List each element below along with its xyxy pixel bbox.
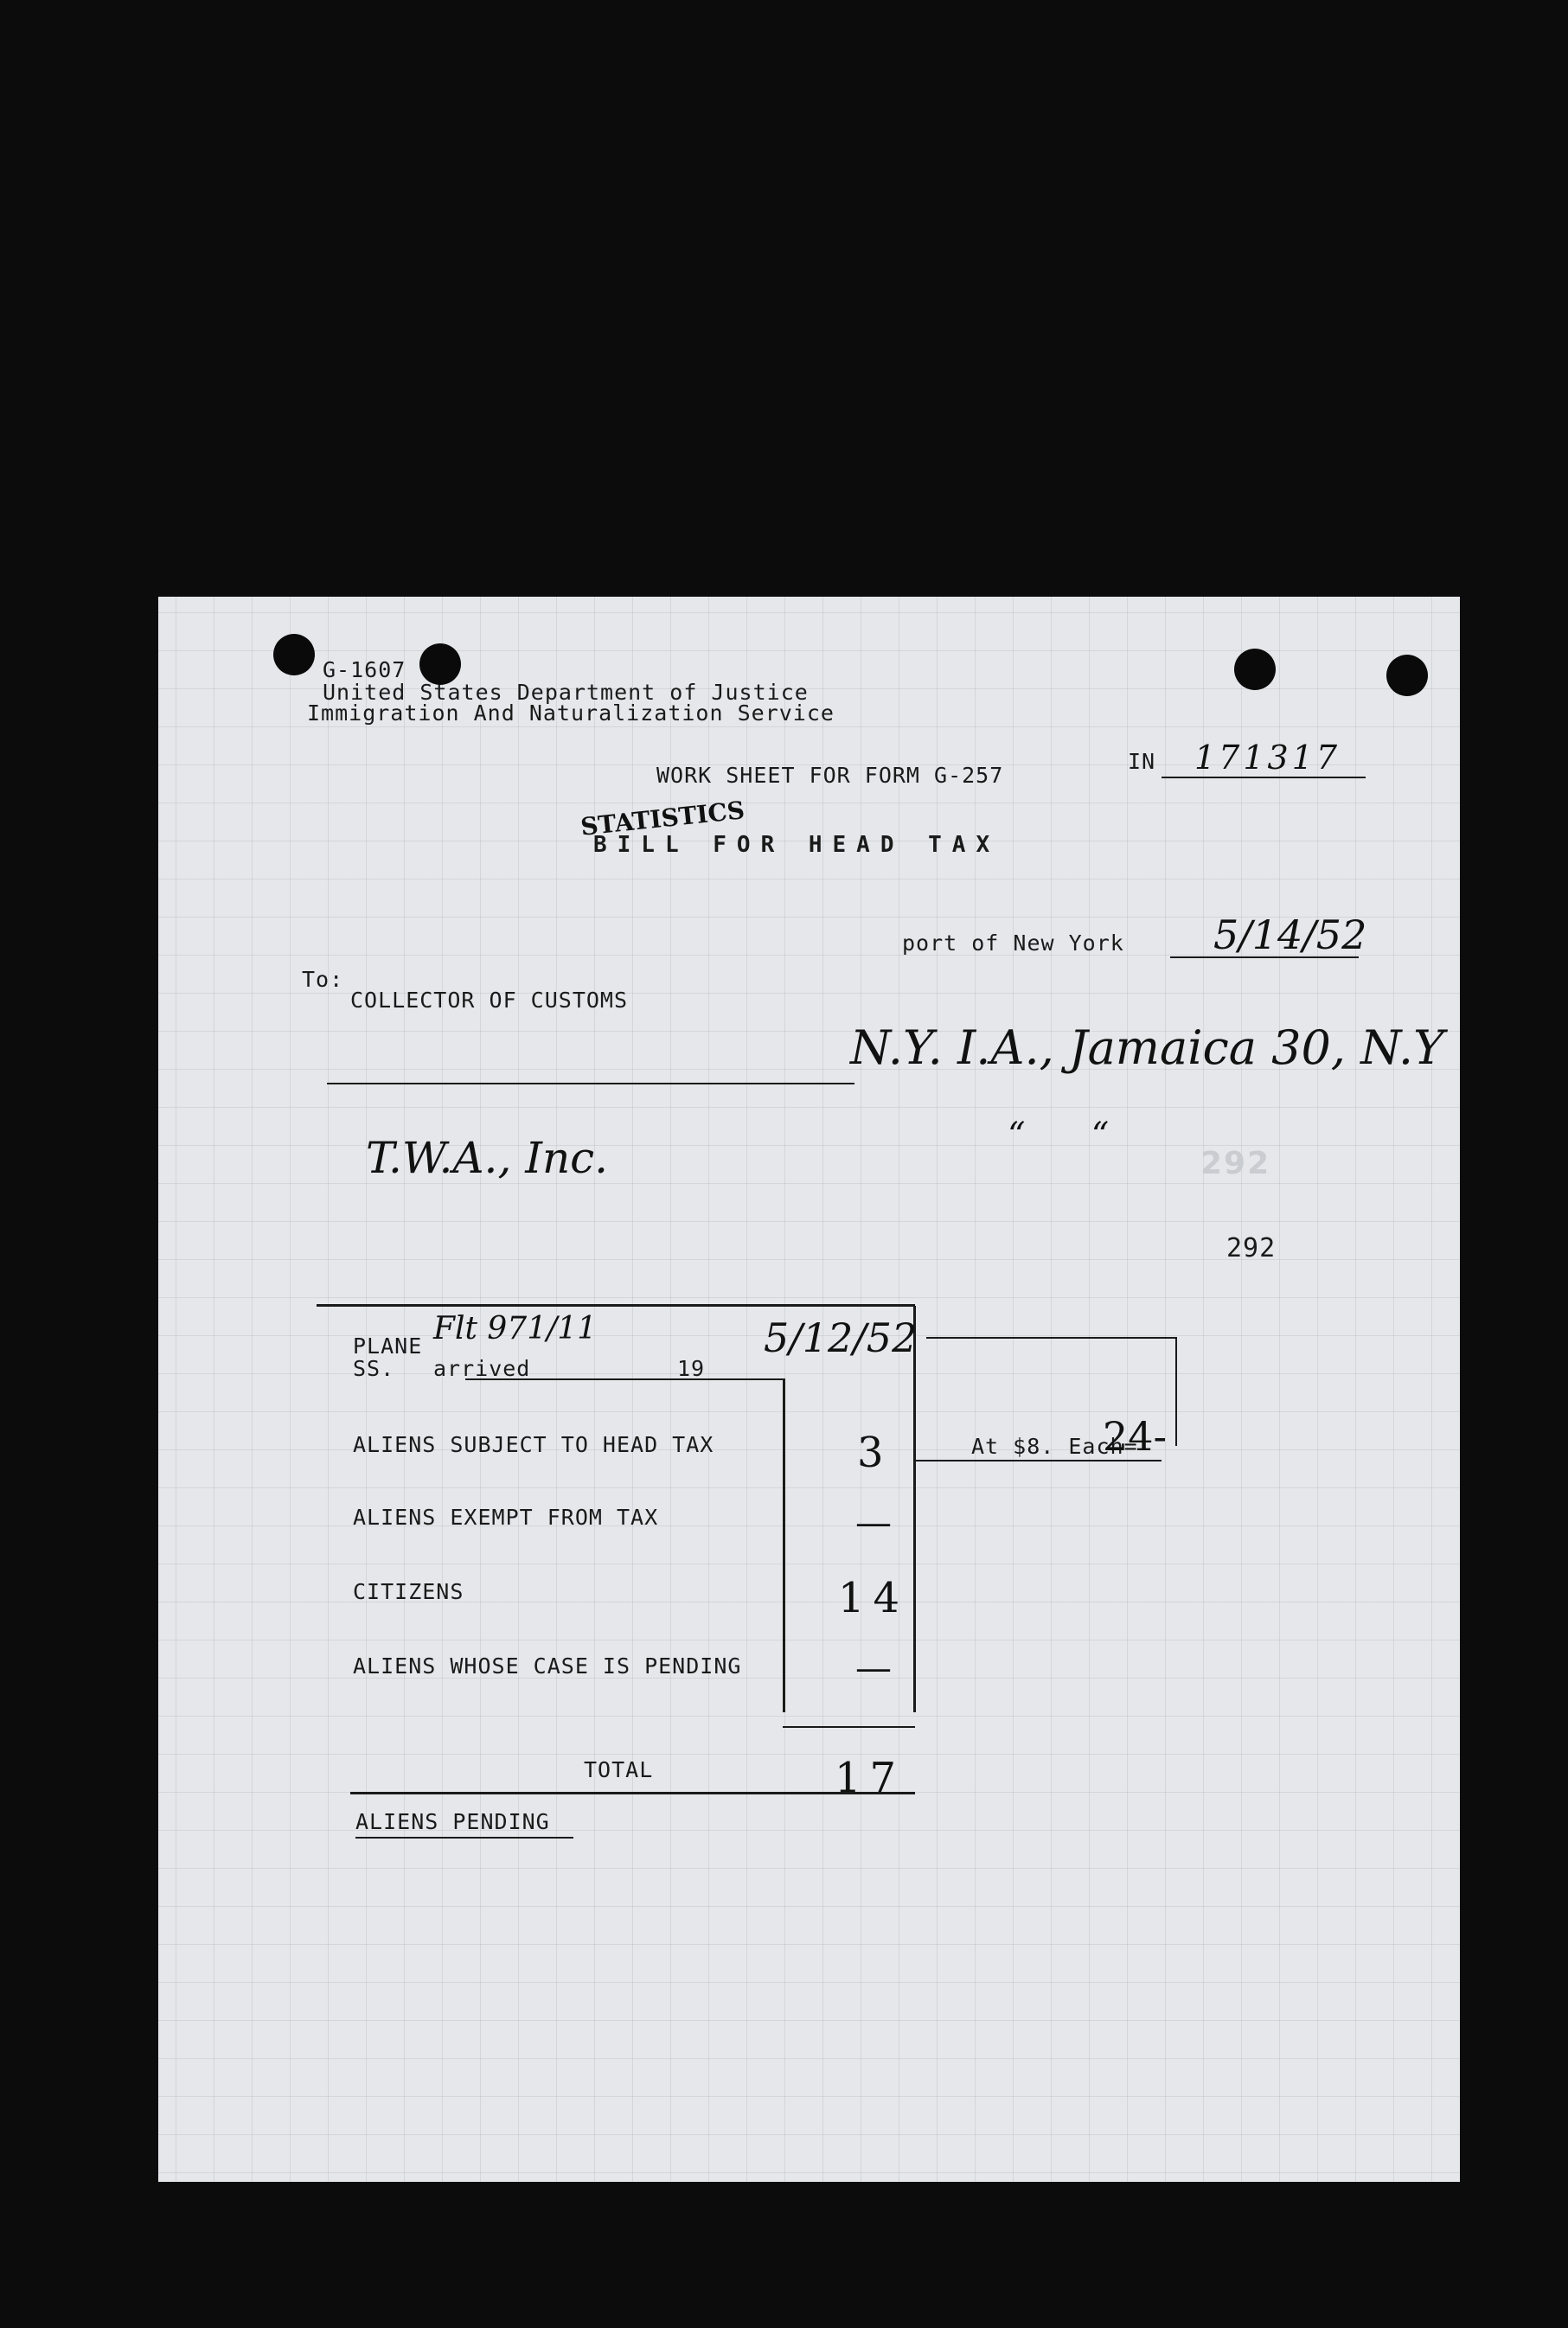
agency-line-1: United States Department of Justice	[323, 680, 809, 705]
in-number-underline	[1162, 777, 1366, 778]
table-top-line	[317, 1304, 915, 1307]
worksheet-title: WORK SHEET FOR FORM G-257	[656, 763, 1004, 788]
company-handwritten: T.W.A., Inc.	[366, 1133, 609, 1183]
row-label-subject: ALIENS SUBJECT TO HEAD TAX	[353, 1432, 714, 1457]
year-label: 19	[677, 1356, 706, 1381]
location-underline	[327, 1083, 854, 1084]
location-handwritten: N.Y. I.A., Jamaica 30, N.Y	[850, 1020, 1444, 1075]
rate-box-bottom	[915, 1460, 1162, 1461]
rate-label: At $8. Each=	[971, 1434, 1138, 1459]
aliens-pending-underline	[355, 1837, 573, 1839]
to-label: To:	[302, 967, 344, 992]
column-right-line	[913, 1306, 916, 1712]
rate-box-top	[926, 1337, 1177, 1339]
table-bottom-line	[350, 1792, 915, 1794]
bill-title: BILL FOR HEAD TAX	[593, 832, 1001, 858]
row-value-exempt: —	[855, 1501, 892, 1544]
row-label-exempt: ALIENS EXEMPT FROM TAX	[353, 1505, 659, 1530]
row-value-pending: —	[855, 1647, 892, 1689]
flight-handwritten: Flt 971/11	[433, 1311, 598, 1346]
row-label-pending: ALIENS WHOSE CASE IS PENDING	[353, 1653, 742, 1679]
total-label: TOTAL	[584, 1757, 654, 1782]
reference-number: 292	[1226, 1233, 1277, 1263]
arrival-date-handwritten: 5/12/52	[764, 1314, 918, 1361]
total-value: 17	[835, 1754, 906, 1802]
in-label: IN	[1128, 749, 1156, 774]
port-label: port of New York	[902, 931, 1124, 956]
column-left-line	[783, 1378, 785, 1712]
rate-box-right	[1175, 1337, 1177, 1446]
arrived-label: arrived	[433, 1356, 531, 1381]
port-date: 5/14/52	[1213, 911, 1367, 958]
faint-number: 292	[1200, 1146, 1271, 1181]
row-value-subject: 3	[857, 1429, 884, 1477]
punch-hole-icon	[1234, 649, 1276, 690]
punch-hole-icon	[1386, 655, 1428, 696]
row-label-citizens: CITIZENS	[353, 1579, 464, 1604]
plane-label: PLANE	[353, 1333, 423, 1359]
form-number: G-1607	[323, 657, 406, 682]
rate-amount: 24-	[1103, 1413, 1168, 1460]
total-separator-line	[783, 1726, 915, 1728]
ditto-marks: “ “	[1008, 1116, 1110, 1155]
collector-label: COLLECTOR OF CUSTOMS	[350, 988, 629, 1013]
punch-hole-icon	[419, 643, 461, 685]
form-sheet	[158, 597, 1460, 2182]
agency-line-2: Immigration And Naturalization Service	[307, 700, 835, 726]
row-value-citizens: 14	[838, 1574, 909, 1622]
punch-hole-icon	[273, 634, 315, 675]
in-number: 171317	[1194, 739, 1341, 777]
aliens-pending-label: ALIENS PENDING	[355, 1809, 550, 1834]
statistics-stamp: STATISTICS	[579, 796, 746, 841]
ss-label: SS.	[353, 1356, 395, 1381]
